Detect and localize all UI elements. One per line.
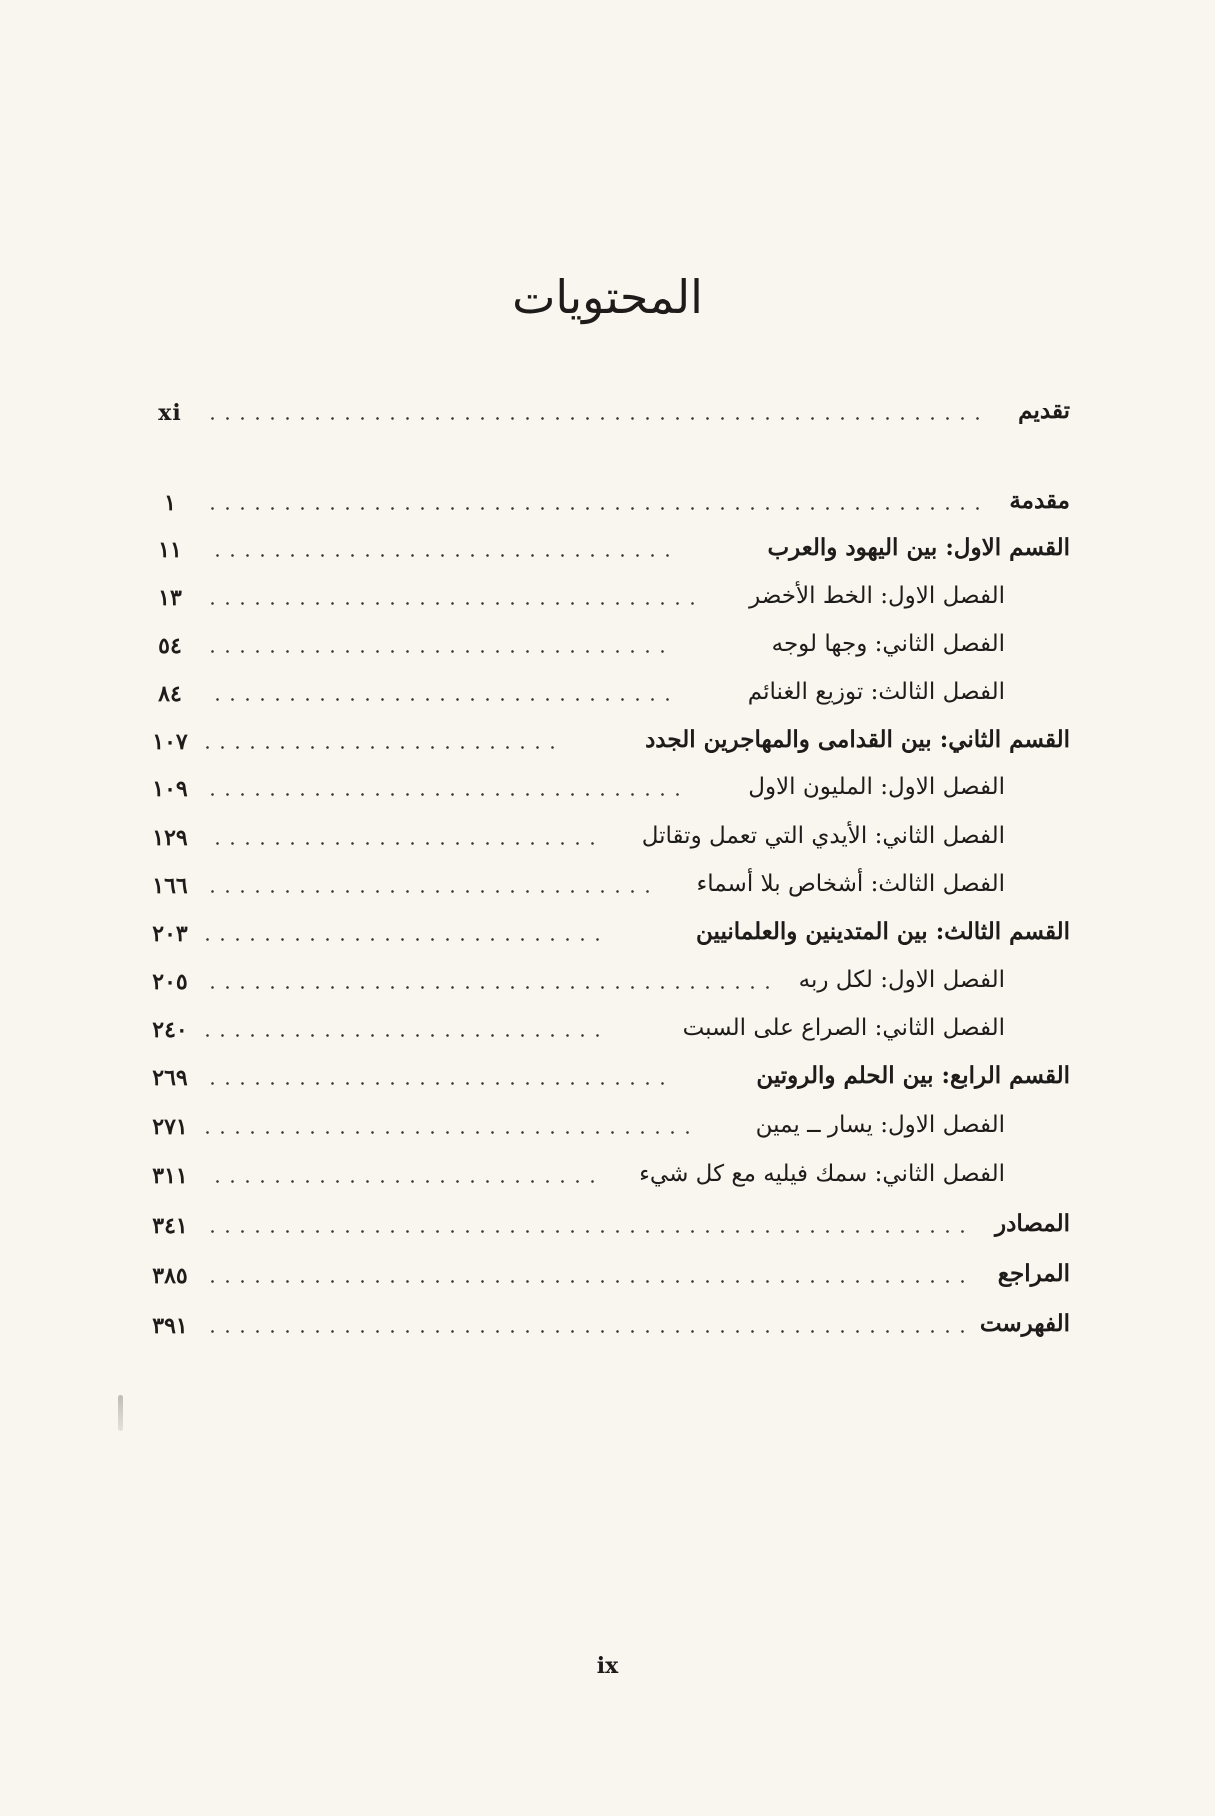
toc-entry-label: المراجع: [997, 1260, 1070, 1287]
dot-leader: [205, 842, 600, 845]
toc-entry-part-3-chapter-2: [140, 1012, 1070, 1052]
dot-leader: [205, 1230, 970, 1233]
toc-entry-label: الفصل الثالث: توزيع الغنائم: [747, 679, 1005, 705]
toc-entry-part-3: [140, 916, 1070, 956]
dot-leader: [205, 554, 675, 557]
page-title: المحتويات: [512, 270, 703, 324]
dot-leader: [205, 650, 670, 653]
toc-entry-part-1-chapter-2: [140, 628, 1070, 668]
toc-entry-part-2-chapter-3: [140, 868, 1070, 908]
toc-entry-preface: [140, 395, 1070, 435]
toc-entry-references: [140, 1258, 1070, 1298]
dot-leader: [205, 417, 985, 420]
dot-leader: [205, 890, 655, 893]
toc-entry-page: ٢٠٣: [152, 921, 188, 947]
toc-entry-label: الفصل الثاني: وجها لوجه: [771, 631, 1005, 657]
toc-entry-label: الفصل الاول: لكل ربه: [798, 967, 1005, 993]
dot-leader: [205, 1131, 695, 1134]
toc-entry-page: ١٠٩: [152, 776, 188, 802]
toc-entry-page: ٣٩١: [152, 1313, 188, 1339]
toc-entry-part-4: [140, 1060, 1070, 1100]
toc-entry-label: الفهرست: [979, 1310, 1070, 1337]
toc-entry-part-2-chapter-2: [140, 820, 1070, 860]
dot-leader: [205, 698, 675, 701]
toc-entry-page: ١: [164, 490, 176, 516]
dot-leader: [205, 1034, 605, 1037]
toc-entry-page: xi: [158, 400, 182, 426]
toc-entry-label: الفصل الثالث: أشخاص بلا أسماء: [696, 871, 1005, 897]
toc-entry-page: ٨٤: [158, 681, 182, 707]
dot-leader: [205, 793, 685, 796]
toc-entry-label: القسم الثاني: بين القدامى والمهاجرين الجدد: [645, 726, 1070, 753]
toc-entry-label: مقدمة: [1009, 487, 1070, 514]
toc-entry-part-2-chapter-1: [140, 771, 1070, 811]
toc-entry-page: ١٣: [158, 585, 182, 611]
toc-entry-sources: [140, 1208, 1070, 1248]
toc-entry-label: الفصل الثاني: الصراع على السبت: [682, 1015, 1005, 1041]
page-number: ix: [596, 1653, 619, 1679]
toc-entry-page: ٥٤: [158, 633, 182, 659]
toc-entry-page: ١٢٩: [152, 825, 188, 851]
toc-entry-page: ٢٦٩: [152, 1065, 188, 1091]
dot-leader: [205, 1280, 970, 1283]
dot-leader: [205, 938, 605, 941]
toc-entry-label: القسم الرابع: بين الحلم والروتين: [756, 1062, 1070, 1089]
toc-entry-label: الفصل الثاني: الأيدي التي تعمل وتقاتل: [641, 823, 1005, 849]
dot-leader: [205, 746, 560, 749]
dot-leader: [205, 1330, 970, 1333]
toc-entry-page: ٣٨٥: [152, 1263, 188, 1289]
table-of-contents: [140, 0, 1070, 1816]
toc-entry-label: الفصل الاول: الخط الأخضر: [749, 583, 1005, 609]
toc-entry-page: ١٠٧: [152, 729, 188, 755]
toc-entry-label: الفصل الاول: المليون الاول: [748, 774, 1005, 800]
toc-entry-part-1-chapter-3: [140, 676, 1070, 716]
toc-entry-label: الفصل الثاني: سمك فيليه مع كل شيء: [639, 1161, 1005, 1187]
toc-entry-page: ٢٤٠: [152, 1017, 188, 1043]
toc-entry-page: ٢٠٥: [152, 969, 188, 995]
dot-leader: [205, 1082, 670, 1085]
toc-entry-part-4-chapter-1: [140, 1109, 1070, 1149]
toc-entry-label: القسم الاول: بين اليهود والعرب: [767, 534, 1070, 561]
toc-entry-introduction: [140, 485, 1070, 525]
dot-leader: [205, 1180, 600, 1183]
dot-leader: [205, 507, 985, 510]
toc-entry-part-4-chapter-2: [140, 1158, 1070, 1198]
toc-entry-part-3-chapter-1: [140, 964, 1070, 1004]
toc-entry-label: القسم الثالث: بين المتدينين والعلمانيين: [696, 918, 1070, 945]
toc-entry-label: المصادر: [995, 1210, 1070, 1237]
toc-entry-label: الفصل الاول: يسار ــ يمين: [755, 1112, 1005, 1138]
toc-entry-label: تقديم: [1018, 397, 1070, 424]
dot-leader: [205, 602, 700, 605]
toc-entry-page: ١٦٦: [152, 873, 188, 899]
dot-leader: [205, 986, 775, 989]
toc-entry-part-1: [140, 532, 1070, 572]
toc-entry-part-2: [140, 724, 1070, 764]
toc-entry-page: ٣١١: [152, 1163, 188, 1189]
toc-entry-page: ١١: [158, 537, 182, 563]
toc-entry-page: ٢٧١: [152, 1114, 188, 1140]
toc-entry-page: ٣٤١: [152, 1213, 188, 1239]
toc-entry-part-1-chapter-1: [140, 580, 1070, 620]
page-smudge: [118, 1395, 123, 1431]
toc-entry-index: [140, 1308, 1070, 1348]
